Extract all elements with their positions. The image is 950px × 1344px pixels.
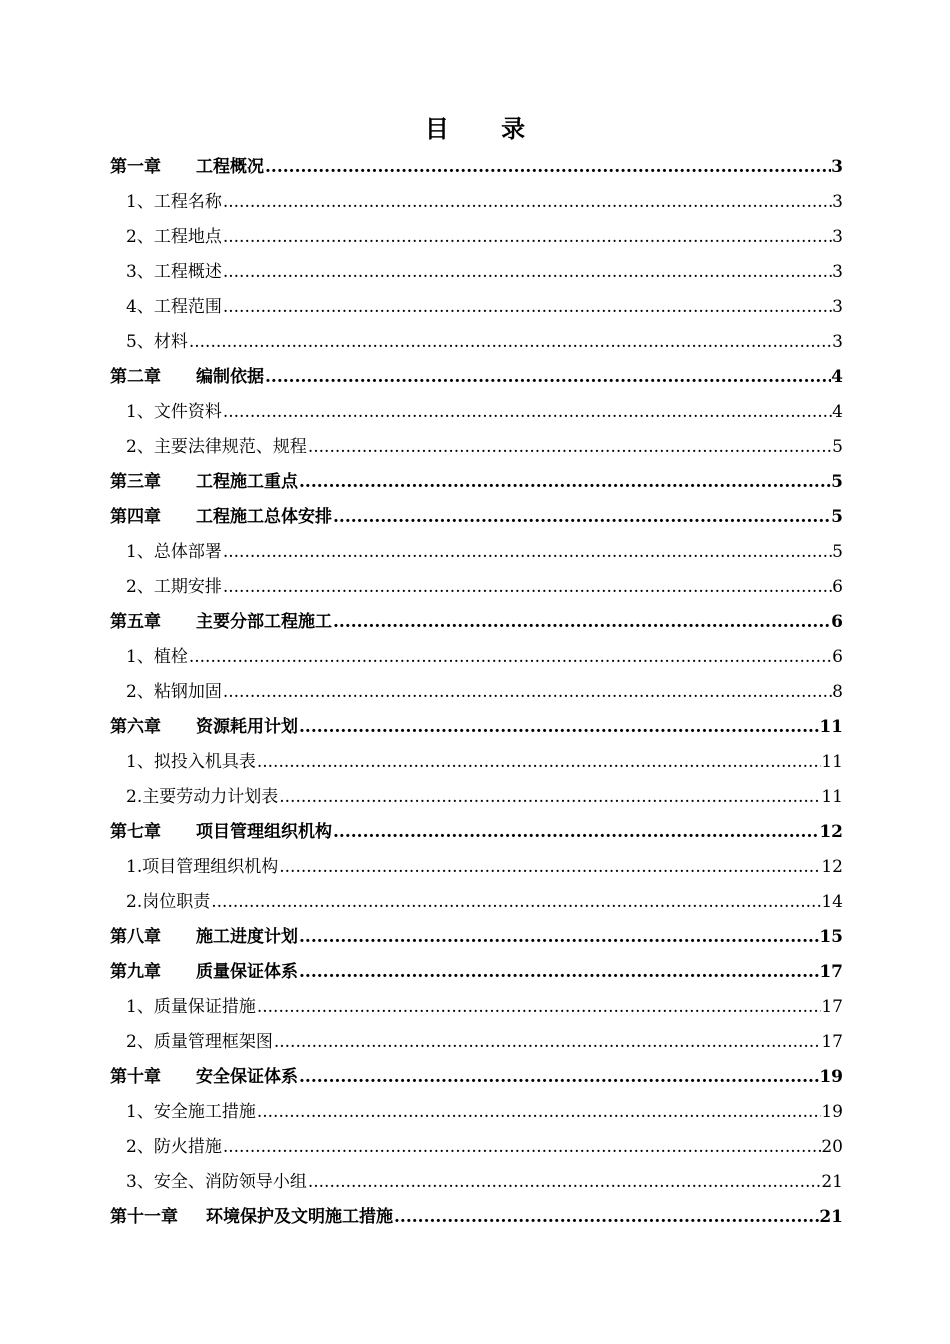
- chapter-label: 第六章: [110, 717, 161, 737]
- dot-leader: [264, 150, 831, 185]
- page-number: 17: [819, 962, 843, 982]
- page-number: 21: [819, 1207, 843, 1227]
- toc-list: [110, 150, 843, 1235]
- page-number: 11: [821, 752, 843, 772]
- entry-title: 项目管理组织机构: [196, 822, 332, 842]
- entry-title: 1、总体部署: [126, 542, 222, 562]
- chapter-label: 第九章: [110, 962, 161, 982]
- toc-section-entry[interactable]: [110, 535, 843, 570]
- entry-title: 2、质量管理框架图: [126, 1032, 273, 1052]
- page-number: 5: [832, 542, 843, 562]
- entry-title: 工程施工总体安排: [196, 507, 332, 527]
- entry-title: 主要分部工程施工: [196, 612, 332, 632]
- dot-leader: [332, 815, 819, 850]
- entry-title: 1、安全施工措施: [126, 1102, 256, 1122]
- entry-title: 编制依据: [196, 367, 264, 387]
- dot-leader: [298, 920, 819, 955]
- toc-section-entry[interactable]: [110, 430, 843, 465]
- entry-title: 5、材料: [126, 332, 188, 352]
- page-number: 8: [832, 682, 843, 702]
- chapter-label: 第五章: [110, 612, 161, 632]
- entry-title: 环境保护及文明施工措施: [206, 1207, 393, 1227]
- toc-chapter-entry[interactable]: [110, 500, 843, 535]
- entry-title: 资源耗用计划: [196, 717, 298, 737]
- page-number: 15: [819, 927, 843, 947]
- toc-section-entry[interactable]: [110, 850, 843, 885]
- dot-leader: [332, 500, 831, 535]
- toc-section-entry[interactable]: [110, 780, 843, 815]
- page-number: 4: [831, 367, 843, 387]
- entry-title: 工程施工重点: [196, 472, 298, 492]
- dot-leader: [307, 1165, 822, 1200]
- dot-leader: [222, 675, 832, 710]
- dot-leader: [256, 1095, 822, 1130]
- dot-leader: [222, 255, 832, 290]
- page-number: 14: [821, 892, 843, 912]
- entry-title: 施工进度计划: [196, 927, 298, 947]
- toc-chapter-entry[interactable]: [110, 955, 843, 990]
- dot-leader: [393, 1200, 819, 1235]
- dot-leader: [222, 185, 832, 220]
- toc-chapter-entry[interactable]: [110, 1200, 843, 1235]
- toc-chapter-entry[interactable]: [110, 360, 843, 395]
- entry-title: 1、工程名称: [126, 192, 222, 212]
- dot-leader: [188, 325, 832, 360]
- toc-chapter-entry[interactable]: [110, 710, 843, 745]
- toc-section-entry[interactable]: [110, 1165, 843, 1200]
- dot-leader: [188, 640, 832, 675]
- entry-title: 1、拟投入机具表: [126, 752, 256, 772]
- page-number: 3: [831, 157, 843, 177]
- page-number: 3: [832, 262, 843, 282]
- toc-section-entry[interactable]: [110, 1130, 843, 1165]
- page-number: 3: [832, 297, 843, 317]
- toc-section-entry[interactable]: [110, 990, 843, 1025]
- toc-section-entry[interactable]: [110, 255, 843, 290]
- page-number: 11: [821, 787, 843, 807]
- dot-leader: [278, 850, 821, 885]
- dot-leader: [273, 1025, 822, 1060]
- toc-section-entry[interactable]: [110, 675, 843, 710]
- dot-leader: [298, 465, 831, 500]
- page-number: 12: [819, 822, 843, 842]
- dot-leader: [210, 885, 821, 920]
- page-number: 17: [821, 1032, 843, 1052]
- page-number: 3: [832, 192, 843, 212]
- entry-title: 1、植栓: [126, 647, 188, 667]
- toc-section-entry[interactable]: [110, 185, 843, 220]
- dot-leader: [222, 290, 832, 325]
- toc-chapter-entry[interactable]: [110, 465, 843, 500]
- toc-section-entry[interactable]: [110, 570, 843, 605]
- page-number: 6: [832, 647, 843, 667]
- chapter-label: 第三章: [110, 472, 161, 492]
- dot-leader: [298, 710, 819, 745]
- toc-chapter-entry[interactable]: [110, 920, 843, 955]
- entry-title: 工程概况: [196, 157, 264, 177]
- dot-leader: [298, 955, 819, 990]
- page-number: 5: [832, 437, 843, 457]
- page-number: 11: [819, 717, 843, 737]
- toc-section-entry[interactable]: [110, 745, 843, 780]
- entry-title: 2.岗位职责: [126, 892, 211, 912]
- page-number: 6: [831, 612, 843, 632]
- entry-title: 1、文件资料: [126, 402, 222, 422]
- dot-leader: [222, 395, 832, 430]
- toc-section-entry[interactable]: [110, 1095, 843, 1130]
- dot-leader: [298, 1060, 819, 1095]
- dot-leader: [222, 220, 832, 255]
- toc-chapter-entry[interactable]: [110, 605, 843, 640]
- page-number: 19: [819, 1067, 843, 1087]
- dot-leader: [307, 430, 832, 465]
- chapter-label: 第一章: [110, 157, 161, 177]
- page-number: 3: [832, 332, 843, 352]
- page-number: 5: [831, 507, 843, 527]
- page-number: 12: [821, 857, 843, 877]
- page-number: 5: [831, 472, 843, 492]
- page-number: 3: [832, 227, 843, 247]
- toc-chapter-entry[interactable]: [110, 1060, 843, 1095]
- entry-title: 1、质量保证措施: [126, 997, 256, 1017]
- page-number: 19: [821, 1102, 843, 1122]
- chapter-label: 第七章: [110, 822, 161, 842]
- entry-title: 1.项目管理组织机构: [126, 857, 279, 877]
- chapter-label: 第十一章: [110, 1207, 178, 1227]
- entry-title: 质量保证体系: [196, 962, 298, 982]
- page-number: 6: [832, 577, 843, 597]
- entry-title: 2、工程地点: [126, 227, 222, 247]
- toc-chapter-entry[interactable]: [110, 815, 843, 850]
- toc-section-entry[interactable]: [110, 220, 843, 255]
- toc-section-entry[interactable]: [110, 885, 843, 920]
- entry-title: 4、工程范围: [126, 297, 222, 317]
- entry-title: 3、安全、消防领导小组: [126, 1172, 307, 1192]
- toc-section-entry[interactable]: [110, 1025, 843, 1060]
- dot-leader: [222, 570, 832, 605]
- dot-leader: [222, 535, 832, 570]
- dot-leader: [264, 360, 831, 395]
- page-number: 20: [821, 1137, 843, 1157]
- chapter-label: 第四章: [110, 507, 161, 527]
- chapter-label: 第二章: [110, 367, 161, 387]
- page-number: 17: [821, 997, 843, 1017]
- toc-section-entry[interactable]: [110, 395, 843, 430]
- dot-leader: [256, 745, 822, 780]
- chapter-label: 第十章: [110, 1067, 161, 1087]
- entry-title: 2、防火措施: [126, 1137, 222, 1157]
- dot-leader: [332, 605, 831, 640]
- dot-leader: [278, 780, 821, 815]
- page-number: 21: [821, 1172, 843, 1192]
- toc-section-entry[interactable]: [110, 640, 843, 675]
- toc-section-entry[interactable]: [110, 325, 843, 360]
- toc-chapter-entry[interactable]: [110, 150, 843, 185]
- entry-title: 2、主要法律规范、规程: [126, 437, 307, 457]
- chapter-label: 第八章: [110, 927, 161, 947]
- entry-title: 2、工期安排: [126, 577, 222, 597]
- entry-title: 2.主要劳动力计划表: [126, 787, 279, 807]
- toc-title: 目 录: [424, 114, 548, 143]
- entry-title: 3、工程概述: [126, 262, 222, 282]
- dot-leader: [222, 1130, 822, 1165]
- dot-leader: [256, 990, 822, 1025]
- entry-title: 安全保证体系: [196, 1067, 298, 1087]
- entry-title: 2、粘钢加固: [126, 682, 222, 702]
- page-number: 4: [832, 402, 843, 422]
- toc-section-entry[interactable]: [110, 290, 843, 325]
